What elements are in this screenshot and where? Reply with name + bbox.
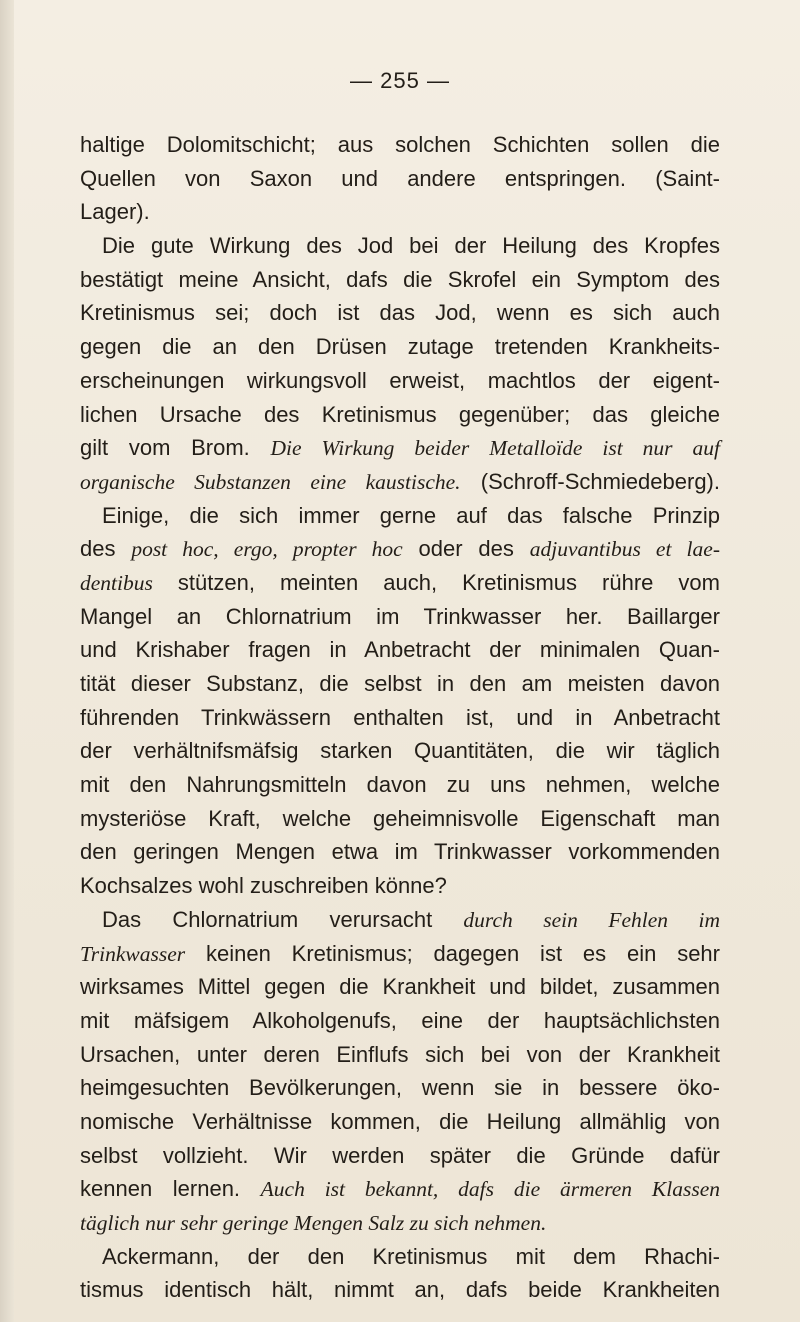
text-run: mysteriöse Kraft, welche geheimnisvolle Eigenschaft man xyxy=(80,805,720,831)
text-line xyxy=(80,768,720,802)
text-run: tismus identisch hält, nimmt an, dafs beide Krankheiten xyxy=(80,1277,720,1303)
text-line xyxy=(80,465,720,499)
text-run: tität dieser Substanz, die selbst in den am meisten davon xyxy=(80,671,720,696)
text-line xyxy=(80,1004,720,1038)
italic-text-run: adjuvantibus et lae- xyxy=(529,537,720,562)
text-line xyxy=(80,263,720,297)
italic-text-run: dentibus xyxy=(80,570,153,595)
text-line xyxy=(80,667,720,701)
text-line xyxy=(80,701,720,735)
text-line xyxy=(80,1273,720,1307)
italic-text-run: Die Wirkung beider Metalloïde ist nur auf xyxy=(270,436,720,461)
italic-text-run: täglich nur sehr geringe Mengen Salz zu sich nehmen. xyxy=(80,1211,547,1235)
text-run: erscheinungen wirkungsvoll erweist, machtlos der eigent- xyxy=(80,367,720,393)
text-line xyxy=(80,1139,720,1173)
text-line xyxy=(80,195,720,229)
text-line xyxy=(80,398,720,432)
text-line xyxy=(80,431,720,465)
text-line xyxy=(80,229,720,263)
text-run: Lager). xyxy=(80,199,150,225)
text-line xyxy=(80,835,720,869)
text-run: stützen, meinten auch, Kretinismus rühre vom xyxy=(152,569,720,595)
text-run: bestätigt meine Ansicht, dafs die Skrofel ein Symptom des xyxy=(80,266,720,292)
text-line xyxy=(80,1206,720,1240)
text-line xyxy=(80,869,720,903)
text-run: gilt vom Brom. xyxy=(80,435,271,461)
text-run: und Krishaber fragen in Anbetracht der minimalen Quan- xyxy=(80,637,720,663)
text-run: Mangel an Chlornatrium im Trinkwasser her. Baillarger xyxy=(80,603,720,629)
text-run: wirksames Mittel gegen die Krankheit und bildet, zusammen xyxy=(80,974,720,1000)
text-run: Die gute Wirkung des Jod bei der Heilung des Kropfes xyxy=(102,233,720,259)
text-line xyxy=(80,1071,720,1105)
text-run: Das Chlornatrium verursacht xyxy=(102,906,464,932)
text-line xyxy=(80,532,720,566)
text-run: den geringen Mengen etwa im Trinkwasser vorkommenden xyxy=(80,839,720,865)
text-run: mit den Nahrungsmitteln davon zu uns nehmen, welche xyxy=(80,772,720,798)
text-run: heimgesuchten Bevölkerungen, wenn sie in bessere öko- xyxy=(80,1075,720,1101)
text-run: mit mäfsigem Alkoholgenufs, eine der hauptsächlichsten xyxy=(80,1007,720,1033)
text-run: keinen Kretinismus; dagegen ist es ein sehr xyxy=(185,940,720,966)
text-line xyxy=(80,600,720,634)
text-run: Kretinismus sei; doch ist das Jod, wenn es sich auch xyxy=(80,300,720,326)
text-line xyxy=(80,330,720,364)
text-line xyxy=(80,633,720,667)
italic-text-run: organische Substanzen eine kaustische. xyxy=(80,469,461,494)
text-run: Einige, die sich immer gerne auf das falsche Prinzip xyxy=(102,502,720,528)
italic-text-run: durch sein Fehlen im xyxy=(463,907,720,932)
text-line xyxy=(80,364,720,398)
text-run: haltige Dolomitschicht; aus solchen Schichten sollen die xyxy=(80,132,720,157)
text-run: oder des xyxy=(402,536,530,562)
text-run: führenden Trinkwässern enthalten ist, und in Anbetracht xyxy=(80,704,720,730)
italic-text-run: Auch ist bekannt, dafs die ärmeren Klassen xyxy=(260,1177,721,1202)
text-line xyxy=(80,499,720,533)
page-left-edge xyxy=(0,0,14,1322)
text-run: der verhältnifsmäfsig starken Quantitäten, die wir täglich xyxy=(80,738,720,764)
text-run: gegen die an den Drüsen zutage tretenden Krankheits- xyxy=(80,334,720,360)
text-line xyxy=(80,802,720,836)
text-line xyxy=(80,1240,720,1274)
text-line xyxy=(80,128,720,162)
text-run: Kochsalzes wohl zuschreiben könne? xyxy=(80,873,447,899)
text-run: Ursachen, unter deren Einflufs sich bei von der Krankheit xyxy=(80,1041,720,1067)
text-line xyxy=(80,734,720,768)
text-line xyxy=(80,566,720,600)
italic-text-run: post hoc, ergo, propter hoc xyxy=(131,537,403,562)
body-text xyxy=(80,128,720,1307)
text-run: lichen Ursache des Kretinismus gegenüber; das gleiche xyxy=(80,401,720,427)
text-run: Quellen von Saxon und andere entspringen. (Saint- xyxy=(80,165,720,191)
text-run: des xyxy=(80,536,132,562)
text-run: nomische Verhältnisse kommen, die Heilung allmählig von xyxy=(80,1108,720,1134)
text-line xyxy=(80,296,720,330)
text-line xyxy=(80,903,720,937)
text-line xyxy=(80,1038,720,1072)
text-line xyxy=(80,1172,720,1206)
italic-text-run: Trinkwasser xyxy=(80,941,186,966)
text-run: selbst vollzieht. Wir werden später die Gründe dafür xyxy=(80,1142,720,1168)
text-line xyxy=(80,1105,720,1139)
text-line xyxy=(80,162,720,196)
page-number: — 255 — xyxy=(350,68,450,93)
text-run: (Schroff-Schmiedeberg). xyxy=(460,468,720,494)
text-line xyxy=(80,937,720,971)
text-run: kennen lernen. xyxy=(80,1176,261,1202)
text-run: Ackermann, der den Kretinismus mit dem Rhachi- xyxy=(102,1243,720,1269)
text-line xyxy=(80,970,720,1004)
